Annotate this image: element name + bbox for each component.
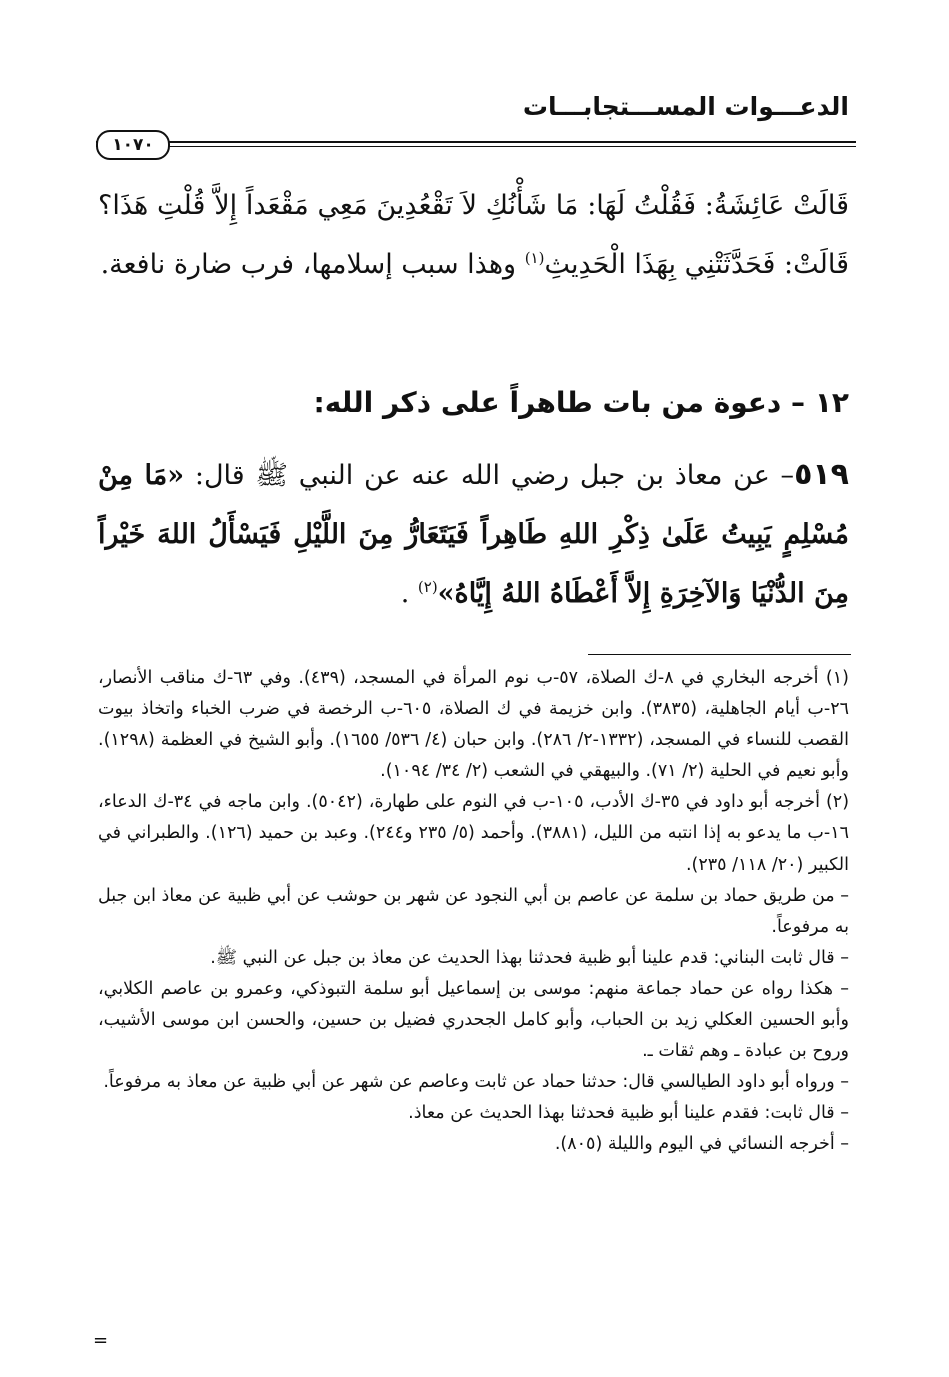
hadith-paragraph xyxy=(98,445,849,623)
continuation-mark: = xyxy=(93,1330,109,1351)
main-paragraph xyxy=(98,176,849,294)
footnote-note-4: – ورواه أبو داود الطيالسي قال: حدثنا حماد عن ثابت وعاصم عن شهر عن أبي ظبية عن معاذ به مرفوعاً. xyxy=(103,1072,849,1093)
footnote-2: (٢) أخرجه أبو داود في ٣٥-ك الأدب، ١٠٥-ب في النوم على طهارة، (٥٠٤٢). وابن ماجه في ٣٤-ك الدعاء، ١٦-ب ما يدعو به إذا انتبه من الليل، (٣٨٨١). وأحمد (٥/ ٢٣٥ و٢٤٤). وعبد بن حميد (١٢٦). والطبراني في الكبير (٢٠/ ١١٨/ ٢٣٥). xyxy=(98,792,850,875)
hadith-number: ٥١٩ xyxy=(794,457,849,492)
footnote-1: (١) أخرجه البخاري في ٨-ك الصلاة، ٥٧-ب نوم المرأة في المسجد، (٤٣٩). وفي ٦٣-ك مناقب الأنصار، ٢٦-ب أيام الجاهلية، (٣٨٣٥). وابن خزيمة في ك الصلاة، ٦٠٥-ب الرخصة في ضرب الخباء واتخاذ بيوت القصب للنساء في المسجد، (١٣٣٢-٢/ ٢٨٦). وابن حبان (٤/ ٥٣٦/ ١٦٥٥). وأبو الشيخ في العظمة (١٢٩٨). وأبو نعيم في الحلية (٢/ ٧١). والبيهقي في الشعب (٢/ ٣٤/ ١٠٩٤). xyxy=(98,668,849,782)
footnote-separator xyxy=(588,654,851,655)
header-rule-thin xyxy=(96,146,856,147)
footnote-ref-1: (١) xyxy=(524,249,545,267)
footnote-note-6: – أخرجه النسائي في اليوم والليلة (٨٠٥). xyxy=(554,1134,849,1155)
footnote-note-1: – من طريق حماد بن سلمة عن عاصم بن أبي النجود عن شهر بن حوشب عن أبي ظبية عن معاذ ابن جبل به مرفوعاً. xyxy=(98,885,849,937)
footnote-note-3: – هكذا رواه عن حماد جماعة منهم: موسى بن إسماعيل أبو سلمة التبوذكي، وعمرو بن عاصم الكلابي، وأبو الحسين العكلي زيد بن الحباب، وأبو كامل الجحدري فضيل بن حسين، والحسن ابن موسى الأشيب، وروح بن عبادة ـ وهم ثقات ـ. xyxy=(98,978,849,1062)
footnote-ref-2: (٢) xyxy=(417,578,438,596)
commentary-text: وهذا سبب إسلامها، فرب ضارة نافعة. xyxy=(100,249,525,280)
header-rule-thick xyxy=(96,141,856,143)
running-title: الدعـــوات المســـتجابـــات xyxy=(522,92,849,121)
hadith-end: . xyxy=(400,578,418,609)
hadith-text: «مَا مِنْ مُسْلِمٍ يَبِيتُ عَلَىٰ ذِكْرِ اللهِ طَاهِراً فَيَتَعَارُّ مِنَ اللَّيْلِ فَيَسْأَلُ اللهَ خَيْراً مِنَ الدُّنْيَا وَالآخِرَةِ إِلاَّ أَعْطَاهُ اللهُ إِيَّاهُ» xyxy=(98,460,849,609)
quote-text: قَالَتْ عَائِشَةُ: فَقُلْتُ لَهَا: مَا شَأْنُكِ لاَ تَقْعُدِينَ مَعِي مَقْعَداً إِلاَّ قُلْتِ هَذَا؟ قَالَتْ: فَحَدَّثَتْنِي بِهَذَا الْحَدِيثِ xyxy=(98,190,849,280)
footnote-note-5: – قال ثابت: فقدم علينا أبو ظبية فحدثنا بهذا الحديث عن معاذ. xyxy=(408,1103,849,1124)
footnotes xyxy=(98,663,849,1161)
hadith-intro: – عن معاذ بن جبل رضي الله عنه عن النبي ﷺ قال: xyxy=(184,460,795,491)
page-number: ١٠٧٠ xyxy=(96,130,170,160)
section-heading: ١٢ – دعوة من بات طاهراً على ذكر الله: xyxy=(313,386,849,419)
header-rule xyxy=(96,130,856,158)
footnote-note-2: – قال ثابت البناني: قدم علينا أبو ظبية فحدثنا بهذا الحديث عن معاذ بن جبل عن النبي ﷺ. xyxy=(210,947,849,968)
